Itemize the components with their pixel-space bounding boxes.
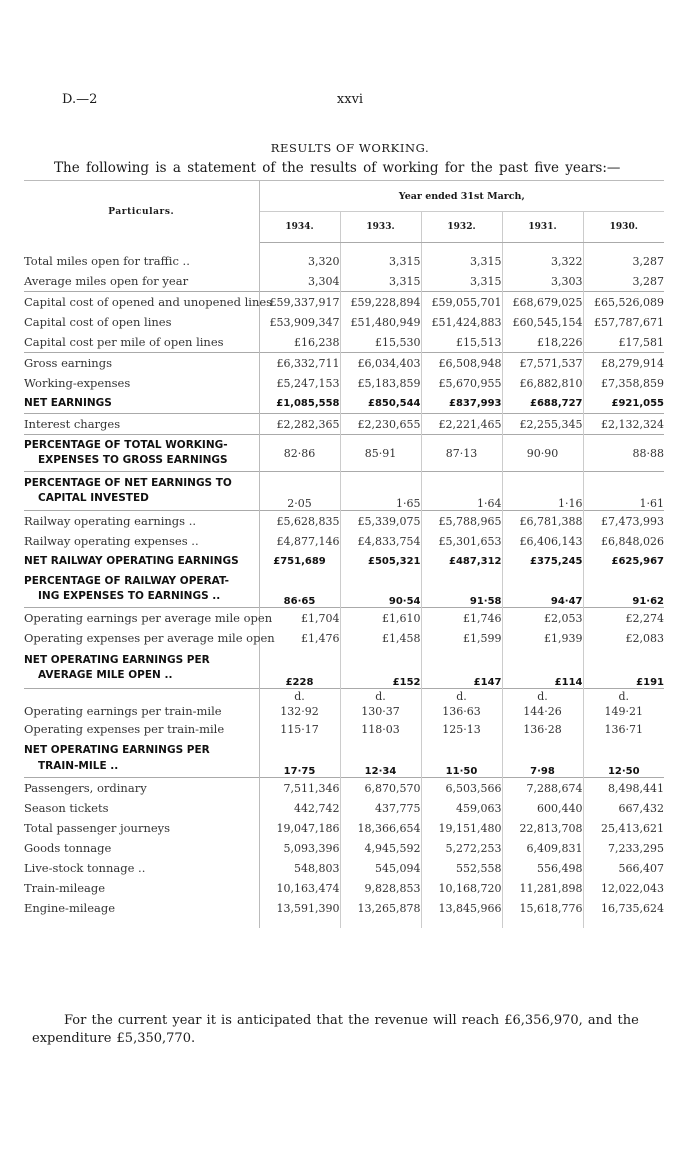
cell-value: 88·88 <box>583 435 664 472</box>
cell-value: 91·58 <box>421 571 502 608</box>
cell-value: 13,845,966 <box>421 898 502 918</box>
cell-value: 90·90 <box>502 435 583 472</box>
row-label: Engine-mileage <box>24 898 259 918</box>
cell-value: 22,813,708 <box>502 818 583 838</box>
cell-value: 3,322 <box>502 251 583 271</box>
unit-label: d. <box>259 689 340 704</box>
cell-value: £1,939 <box>502 628 583 648</box>
cell-value: 3,304 <box>259 271 340 292</box>
row-label-line: CAPITAL INVESTED <box>38 492 149 504</box>
cell-value: £53,909,347 <box>259 312 340 332</box>
cell-value: £7,571,537 <box>502 353 583 374</box>
cell-value: £5,670,955 <box>421 373 502 393</box>
cell-value: 7,233,295 <box>608 841 665 855</box>
row-label: Operating earnings per train-mile <box>24 703 259 719</box>
cell-value: £57,787,671 <box>594 315 665 329</box>
cell-value: £8,279,914 <box>583 353 664 374</box>
table-row <box>24 531 664 551</box>
cell-value: 3,303 <box>502 271 583 292</box>
cell-value: £2,274 <box>583 608 664 629</box>
cell-value: 144·26 <box>502 703 583 719</box>
year-header: 1931. <box>502 212 583 243</box>
cell-value: £7,358,859 <box>601 376 665 390</box>
cell-value: 3,315 <box>421 271 502 292</box>
row-label: Total miles open for traffic .. <box>24 251 259 271</box>
row-label <box>24 472 259 511</box>
cell-value: 552,558 <box>421 858 502 878</box>
cell-value: £51,480,949 <box>340 312 421 332</box>
unit-label: d. <box>583 689 664 704</box>
cell-value: £837,993 <box>421 393 502 414</box>
cell-value: £152 <box>340 648 421 689</box>
row-label: Gross earnings <box>24 353 259 374</box>
cell-value: 3,315 <box>421 251 502 271</box>
cell-value: 94·47 <box>502 571 583 608</box>
cell-value: £1,085,558 <box>259 393 340 414</box>
row-label: Railway operating expenses .. <box>24 531 259 551</box>
row-label <box>24 739 259 778</box>
particulars-header: Particulars. <box>24 181 259 243</box>
cell-value: 10,163,474 <box>259 878 340 898</box>
cell-value: 556,498 <box>502 858 583 878</box>
cell-value: 125·13 <box>421 719 502 739</box>
table-row <box>24 292 664 313</box>
cell-value: £6,508,948 <box>421 353 502 374</box>
cell-value: £505,321 <box>340 551 421 571</box>
row-label: Train-mileage <box>24 878 259 898</box>
cell-value: £60,545,154 <box>502 312 583 332</box>
footer-note: For the current year it is anticipated that the revenue will reach £6,356,970, and the expenditure £5,350,770. <box>32 1013 639 1046</box>
cell-value: 19,047,186 <box>259 818 340 838</box>
table-row <box>24 858 664 878</box>
table-row <box>24 608 664 629</box>
row-label: Interest charges <box>24 414 259 435</box>
cell-value: 149·21 <box>604 704 643 718</box>
cell-value: £1,476 <box>259 628 340 648</box>
cell-value: £2,230,655 <box>340 414 421 435</box>
row-label: Live-stock tonnage .. <box>24 858 259 878</box>
cell-value: £6,781,388 <box>502 511 583 532</box>
cell-value: £147 <box>421 648 502 689</box>
cell-value: £59,055,701 <box>421 292 502 313</box>
cell-value: 130·37 <box>340 703 421 719</box>
cell-value: 19,151,480 <box>421 818 502 838</box>
table-row <box>24 353 664 374</box>
cell-value: £1,704 <box>259 608 340 629</box>
cell-value: 1·64 <box>421 472 502 511</box>
row-label: Operating earnings per average mile open <box>24 608 259 629</box>
year-header: 1932. <box>421 212 502 243</box>
row-label-line: EXPENSES TO GROSS EARNINGS <box>38 454 228 466</box>
row-label: Working-expenses <box>24 373 259 393</box>
cell-value: £18,226 <box>502 332 583 353</box>
cell-value: 16,735,624 <box>601 901 665 915</box>
cell-value: £1,746 <box>421 608 502 629</box>
row-label-line: PERCENTAGE OF TOTAL WORKING- <box>24 439 228 451</box>
cell-value: £487,312 <box>421 551 502 571</box>
row-label-line: TRAIN-MILE .. <box>38 760 119 772</box>
table-row <box>24 551 664 571</box>
cell-value: £68,679,025 <box>502 292 583 313</box>
cell-value: 3,315 <box>340 251 421 271</box>
cell-value: £228 <box>259 648 340 689</box>
row-label: Passengers, ordinary <box>24 778 259 799</box>
cell-value: £2,221,465 <box>421 414 502 435</box>
table-row <box>24 414 664 435</box>
cell-value: 7,288,674 <box>502 778 583 799</box>
cell-value: £2,255,345 <box>502 414 583 435</box>
cell-value: 12·34 <box>340 739 421 778</box>
cell-value: 8,498,441 <box>583 778 664 799</box>
cell-value: £751,689 <box>259 551 340 571</box>
cell-value: £4,877,146 <box>259 531 340 551</box>
cell-value: 548,803 <box>259 858 340 878</box>
cell-value: 18,366,654 <box>340 818 421 838</box>
year-header: 1930. <box>583 212 664 243</box>
cell-value: £15,530 <box>340 332 421 353</box>
cell-value: £1,599 <box>421 628 502 648</box>
cell-value: £15,513 <box>421 332 502 353</box>
row-label <box>24 435 259 472</box>
cell-value: 86·65 <box>259 571 340 608</box>
table-row <box>24 271 664 292</box>
table-row <box>24 689 664 704</box>
unit-label: d. <box>340 689 421 704</box>
cell-value: £65,526,089 <box>583 292 664 313</box>
cell-value: £5,247,153 <box>259 373 340 393</box>
table-row <box>24 332 664 353</box>
table-row <box>24 703 664 719</box>
cell-value: £191 <box>636 677 665 688</box>
cell-value: £5,301,653 <box>421 531 502 551</box>
cell-value: 11,281,898 <box>502 878 583 898</box>
row-label-line: ING EXPENSES TO EARNINGS .. <box>38 590 221 602</box>
table-row <box>24 373 664 393</box>
cell-value: 136·63 <box>421 703 502 719</box>
row-label-line: NET OPERATING EARNINGS PER <box>24 654 210 666</box>
cell-value: £2,083 <box>625 631 665 645</box>
cell-value: £375,245 <box>502 551 583 571</box>
row-label <box>24 571 259 608</box>
cell-value: £5,339,075 <box>340 511 421 532</box>
table-row <box>24 628 664 648</box>
document-code: D.—2 <box>62 92 98 107</box>
cell-value: £6,034,403 <box>340 353 421 374</box>
table-row <box>24 798 664 818</box>
cell-value: £6,406,143 <box>502 531 583 551</box>
row-label: Total passenger journeys <box>24 818 259 838</box>
table-row <box>24 719 664 739</box>
cell-value: 1·16 <box>502 472 583 511</box>
cell-value: £5,628,835 <box>259 511 340 532</box>
row-label: NET EARNINGS <box>24 393 259 414</box>
table-row <box>24 312 664 332</box>
cell-value: £4,833,754 <box>340 531 421 551</box>
cell-value: £16,238 <box>259 332 340 353</box>
cell-value: 5,272,253 <box>421 838 502 858</box>
unit-label: d. <box>421 689 502 704</box>
cell-value: 136·28 <box>502 719 583 739</box>
cell-value: 136·71 <box>604 722 643 736</box>
cell-value: £2,053 <box>502 608 583 629</box>
table-row <box>24 648 664 689</box>
cell-value: 12,022,043 <box>601 881 665 895</box>
row-label-line: AVERAGE MILE OPEN .. <box>38 669 173 681</box>
cell-value: £2,282,365 <box>259 414 340 435</box>
table-row <box>24 393 664 414</box>
cell-value: 118·03 <box>340 719 421 739</box>
cell-value: £59,337,917 <box>259 292 340 313</box>
cell-value: 15,618,776 <box>502 898 583 918</box>
cell-value: 132·92 <box>259 703 340 719</box>
table-row <box>24 435 664 472</box>
cell-value: 667,432 <box>618 801 665 815</box>
table-row <box>24 778 664 799</box>
row-label: Capital cost of open lines <box>24 312 259 332</box>
cell-value: 82·86 <box>259 435 340 472</box>
results-table <box>24 180 664 928</box>
table-row <box>24 571 664 608</box>
cell-value: 7·98 <box>502 739 583 778</box>
table-row <box>24 898 664 918</box>
cell-value: £1,458 <box>340 628 421 648</box>
cell-value: £5,183,859 <box>340 373 421 393</box>
cell-value: 4,945,592 <box>340 838 421 858</box>
cell-value: £850,544 <box>340 393 421 414</box>
table-row <box>24 818 664 838</box>
cell-value: 2·05 <box>259 472 340 511</box>
cell-value: 25,413,621 <box>601 821 665 835</box>
cell-value: 91·62 <box>632 596 665 607</box>
year-header: 1933. <box>340 212 421 243</box>
cell-value: 11·50 <box>421 739 502 778</box>
table-row <box>24 739 664 778</box>
cell-value: 545,094 <box>340 858 421 878</box>
row-label: Season tickets <box>24 798 259 818</box>
cell-value: 1·61 <box>583 472 664 511</box>
row-label: Operating expenses per average mile open <box>24 628 259 648</box>
year-header: 1934. <box>259 212 340 243</box>
unit-label: d. <box>502 689 583 704</box>
cell-value: 3,287 <box>632 274 665 288</box>
cell-value: £7,473,993 <box>583 511 664 532</box>
cell-value: 10,168,720 <box>421 878 502 898</box>
cell-value: 6,409,831 <box>502 838 583 858</box>
cell-value: 3,287 <box>632 254 665 268</box>
table-row <box>24 838 664 858</box>
cell-value: 87·13 <box>421 435 502 472</box>
cell-value: 437,775 <box>340 798 421 818</box>
intro-text: The following is a statement of the results of working for the past five years:— <box>54 160 621 176</box>
cell-value: 5,093,396 <box>259 838 340 858</box>
row-label: Capital cost of opened and unopened lines <box>24 292 259 313</box>
table-row <box>24 251 664 271</box>
section-title: RESULTS OF WORKING. <box>270 141 430 155</box>
cell-value: £59,228,894 <box>340 292 421 313</box>
cell-value: 85·91 <box>340 435 421 472</box>
row-label: Goods tonnage <box>24 838 259 858</box>
cell-value: 442,742 <box>259 798 340 818</box>
cell-value: 6,870,570 <box>340 778 421 799</box>
cell-value: £625,967 <box>611 555 665 567</box>
cell-value: £2,132,324 <box>583 414 664 435</box>
cell-value: 9,828,853 <box>340 878 421 898</box>
cell-value: 6,503,566 <box>421 778 502 799</box>
cell-value: 3,320 <box>259 251 340 271</box>
cell-value: 566,407 <box>618 861 665 875</box>
cell-value: £51,424,883 <box>421 312 502 332</box>
cell-value: 17·75 <box>259 739 340 778</box>
cell-value: £6,848,026 <box>601 534 665 548</box>
cell-value: £6,882,810 <box>502 373 583 393</box>
row-label: Average miles open for year <box>24 271 259 292</box>
cell-value: £6,332,711 <box>259 353 340 374</box>
cell-value: 1·65 <box>340 472 421 511</box>
page-number: xxvi <box>336 92 364 107</box>
cell-value: 115·17 <box>259 719 340 739</box>
row-label-line: NET OPERATING EARNINGS PER <box>24 744 210 756</box>
row-label: Railway operating earnings .. <box>24 511 259 532</box>
cell-value: £1,610 <box>340 608 421 629</box>
table-row <box>24 878 664 898</box>
row-label: NET RAILWAY OPERATING EARNINGS <box>24 551 259 571</box>
cell-value: 600,440 <box>502 798 583 818</box>
cell-value: 3,315 <box>340 271 421 292</box>
row-label: Operating expenses per train-mile <box>24 719 259 739</box>
row-label-line: PERCENTAGE OF RAILWAY OPERAT- <box>24 575 229 587</box>
cell-value: 90·54 <box>340 571 421 608</box>
year-caption: Year ended 31st March, <box>259 181 664 212</box>
row-label <box>24 648 259 689</box>
cell-value: £5,788,965 <box>421 511 502 532</box>
cell-value: 13,591,390 <box>259 898 340 918</box>
cell-value: £921,055 <box>611 397 665 409</box>
cell-value: 13,265,878 <box>340 898 421 918</box>
cell-value: £17,581 <box>618 335 665 349</box>
row-label: Capital cost per mile of open lines <box>24 332 259 353</box>
table-row <box>24 472 664 511</box>
table-row <box>24 511 664 532</box>
cell-value: 7,511,346 <box>259 778 340 799</box>
cell-value: £688,727 <box>502 393 583 414</box>
cell-value: 12·50 <box>607 766 640 777</box>
cell-value: £114 <box>502 648 583 689</box>
row-label-line: PERCENTAGE OF NET EARNINGS TO <box>24 477 232 489</box>
cell-value: 459,063 <box>421 798 502 818</box>
